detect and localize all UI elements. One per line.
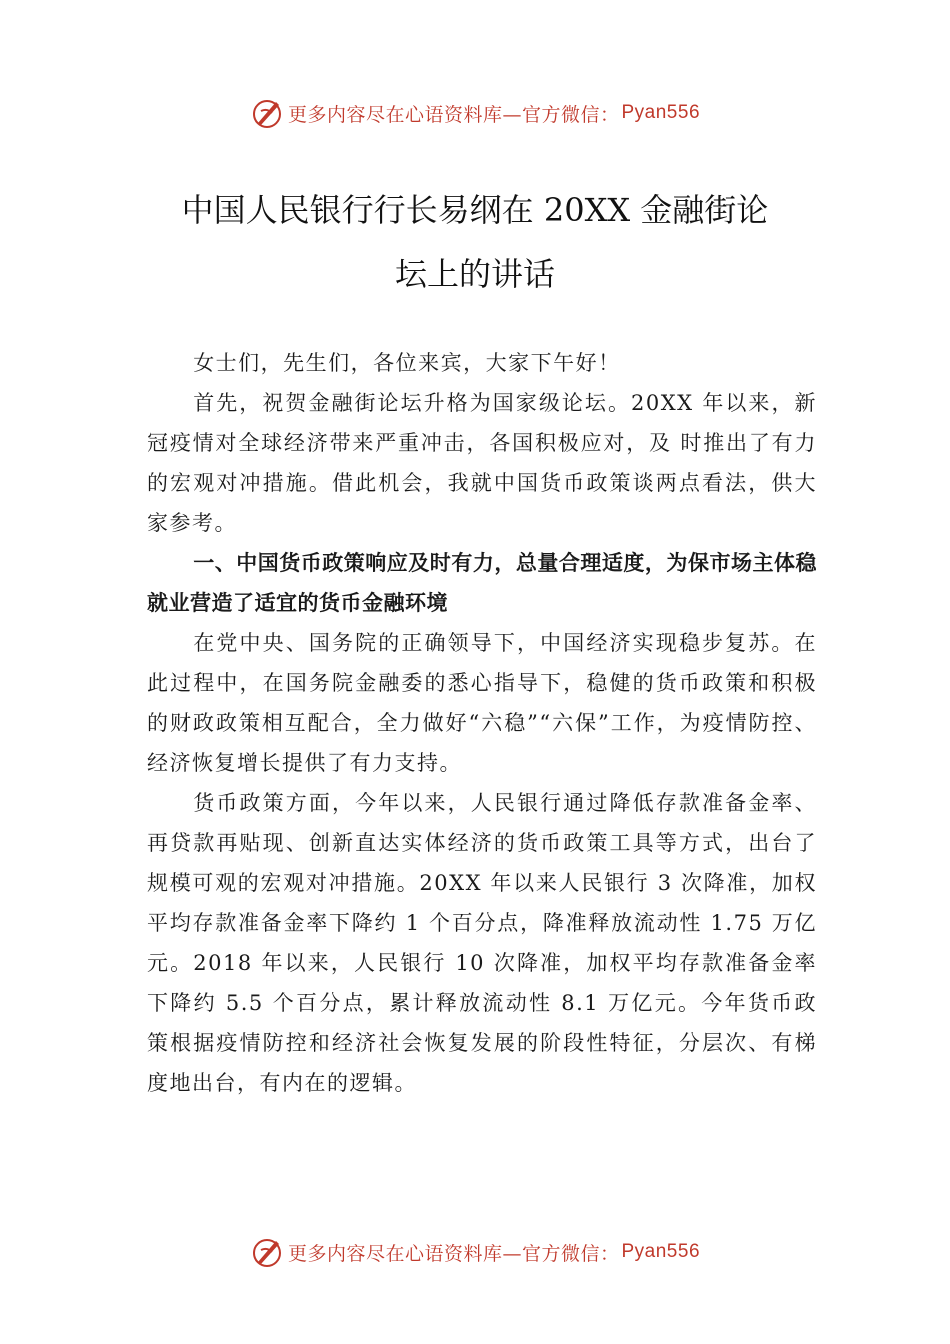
- paragraph-monetary-policy: 货币政策方面，今年以来，人民银行通过降低存款准备金率、再贷款再贴现、创新直达实体经济的货币政策工具等方式，出台了规模可观的宏观对冲措施。20XX 年以来人民银行 3 次降准，加权平均存款准备金率下降约 1 个百分点，降准释放流动性 1.75 万亿元。2018 年以来，人民银行 10 次降准，加权平均存款准备金率下降约 5.5 个百分点，累计释放流动性 8.1 万亿元。今年货币政策根据疫情防控和经济社会恢复发展的阶段性特征，分层次、有梯度地出台，有内在的逻辑。: [147, 791, 817, 1095]
- document-title: [150, 178, 800, 306]
- title-line-2: 坛上的讲话: [394, 255, 555, 293]
- watermark-wechat-id: Pyan556: [621, 102, 701, 123]
- watermark-wechat-id: Pyan556: [621, 1241, 701, 1262]
- title-line-1: 中国人民银行行长易纲在 20XX 金融街论: [181, 191, 769, 229]
- watermark-footer: [0, 1235, 950, 1269]
- section-heading-1: 一、中国货币政策响应及时有力，总量合理适度，为保市场主体稳就业营造了适宜的货币金融环境: [147, 551, 817, 615]
- paragraph-greeting: 女士们，先生们，各位来宾，大家下午好！: [193, 351, 621, 375]
- pen-logo-icon: [250, 1235, 284, 1269]
- paragraph-recovery: 在党中央、国务院的正确领导下，中国经济实现稳步复苏。在此过程中，在国务院金融委的悉心指导下，稳健的货币政策和积极的财政政策相互配合，全力做好“六稳”“六保”工作，为疫情防控、经济恢复增长提供了有力支持。: [147, 631, 817, 775]
- watermark-header: [0, 96, 950, 130]
- paragraph-intro: 首先，祝贺金融街论坛升格为国家级论坛。20XX 年以来，新冠疫情对全球经济带来严重冲击，各国积极应对，及 时推出了有力的宏观对冲措施。借此机会，我就中国货币政策谈两点看法，供大家参考。: [147, 391, 817, 535]
- watermark-text: 更多内容尽在心语资料库—官方微信：: [287, 103, 620, 126]
- watermark-text: 更多内容尽在心语资料库—官方微信：: [287, 1242, 620, 1265]
- document-body: [147, 343, 817, 1103]
- pen-logo-icon: [250, 96, 284, 130]
